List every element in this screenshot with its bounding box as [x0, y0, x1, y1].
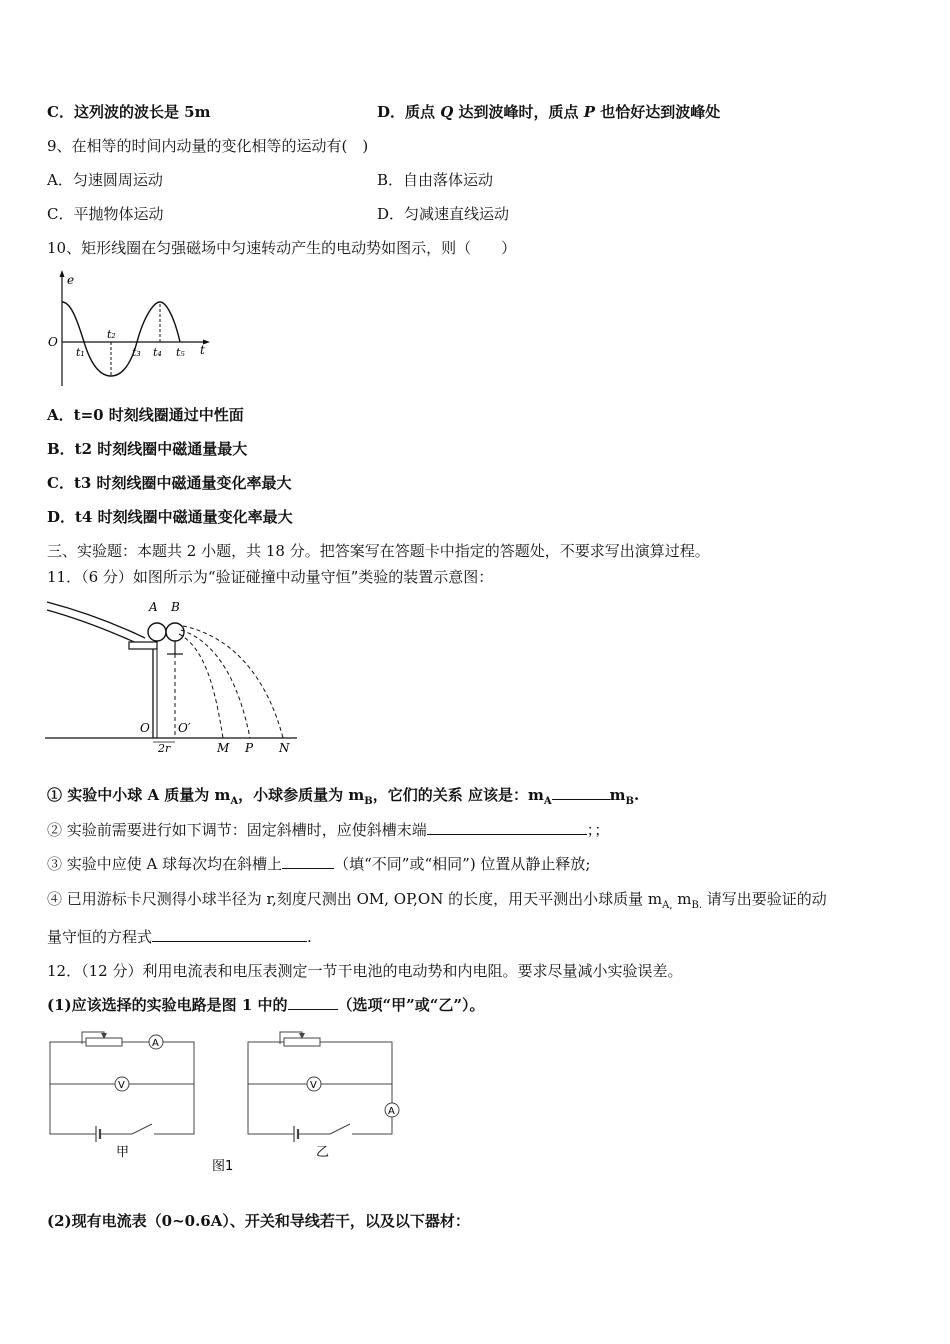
ramp-bottom — [47, 610, 143, 646]
label-o: O — [48, 335, 58, 349]
q9-option-b: B．自由落体运动 — [377, 171, 494, 189]
emf-sine-graph — [40, 268, 220, 390]
q8-option-c: C．这列波的波长是 5m — [47, 103, 211, 121]
q10-option-a: A．t=0 时刻线圈通过中性面 — [47, 406, 244, 424]
fig-label-o: O — [140, 721, 150, 735]
q9-option-a: A．匀速圆周运动 — [47, 171, 163, 189]
fig-label-n: N — [279, 741, 290, 755]
svg-text:V: V — [118, 1080, 125, 1091]
q12-stem: 12．（12 分）利用电流表和电压表测定一节干电池的电动势和内电阻。要求尽量减小实验误差。 — [47, 962, 683, 980]
q10-option-b: B．t2 时刻线圈中磁通量最大 — [47, 440, 248, 458]
answer-blank-ramp-end[interactable] — [427, 820, 587, 835]
q10-stem: 10、矩形线圈在匀强磁场中匀速转动产生的电动势如图示，则（ ） — [47, 239, 517, 257]
q11-sub-4: ④ 已用游标卡尺测得小球半径为 r,刻度尺测出 OM, OP,ON 的长度，用天平测出小球质量 $m_{A,}$ $m_{B.}$ 请写出要验证的动 — [47, 890, 827, 911]
circuit-figure-1 — [40, 1026, 420, 1176]
ball-b — [166, 623, 184, 641]
q8-option-d: D．质点 Q 达到波峰时，质点 P 也恰好达到波峰处 — [377, 103, 721, 121]
label-e: e — [67, 273, 75, 287]
answer-blank-mass-relation[interactable] — [552, 785, 610, 800]
collision-apparatus-figure — [45, 598, 305, 758]
figure-caption: 图1 — [212, 1159, 234, 1174]
circuit-yi — [248, 1032, 399, 1160]
label-t3: t₃ — [132, 346, 141, 359]
fig-label-m: M — [217, 741, 230, 755]
fig-label-o-prime: O′ — [178, 721, 191, 735]
answer-blank-circuit-choice[interactable] — [288, 995, 338, 1010]
rheostat-jia — [86, 1038, 122, 1046]
q10-option-d: D．t4 时刻线圈中磁通量变化率最大 — [47, 508, 293, 526]
q11-sub-3: ③ 实验中应使 A 球每次均在斜槽上 （填“不同”或“相同”) 位置从静止释放; — [47, 855, 591, 873]
q9-stem: 9、在相等的时间内动量的变化相等的运动有( ) — [47, 137, 369, 155]
q12-sub-2: (2)现有电流表（0~0.6A）、开关和导线若干，以及以下器材： — [47, 1212, 470, 1230]
svg-text:A: A — [388, 1106, 395, 1117]
trajectory-n — [183, 626, 283, 738]
ramp-end — [129, 642, 157, 649]
label-t: t — [200, 343, 205, 357]
label-t5: t₅ — [176, 346, 185, 359]
svg-text:甲: 甲 — [116, 1145, 130, 1160]
svg-text:乙: 乙 — [316, 1145, 330, 1160]
ball-a — [148, 623, 166, 641]
ramp-top — [47, 602, 145, 638]
rheostat-yi — [284, 1038, 320, 1046]
q11-stem: 11．（6 分）如图所示为“验证碰撞中动量守恒”类验的装置示意图： — [47, 568, 494, 586]
svg-text:A: A — [152, 1038, 159, 1049]
q10-option-c: C．t3 时刻线圈中磁通量变化率最大 — [47, 474, 292, 492]
q9-option-c: C．平抛物体运动 — [47, 205, 164, 223]
q12-sub-1: (1)应该选择的实验电路是图 1 中的 （选项“甲”或“乙”）。 — [47, 996, 485, 1014]
label-t2: t₂ — [107, 328, 116, 341]
emf-curve — [62, 302, 180, 376]
fig-label-2r: 2r — [158, 742, 171, 755]
label-t1: t₁ — [76, 346, 85, 359]
circuit-jia — [50, 1032, 194, 1160]
answer-blank-release-position[interactable] — [282, 854, 334, 869]
trajectory-p — [181, 630, 250, 738]
fig-label-p: P — [245, 741, 254, 755]
q11-sub-4-line2: 量守恒的方程式 . — [47, 928, 312, 946]
label-t4: t₄ — [153, 346, 162, 359]
answer-blank-momentum-equation[interactable] — [152, 927, 307, 942]
q9-option-d: D．匀减速直线运动 — [377, 205, 510, 223]
fig-label-b: B — [171, 600, 180, 614]
fig-label-a: A — [149, 600, 158, 614]
svg-text:V: V — [310, 1080, 317, 1091]
q11-sub-1: ① 实验中小球 A 质量为 $m_A$，小球参质量为 $m_B$，它们的关系 应该是：$m_A$ $m_B$. — [47, 786, 640, 807]
q11-sub-2: ② 实验前需要进行如下调节：固定斜槽时，应使斜槽末端 ；； — [47, 821, 610, 839]
section-3-heading: 三、实验题：本题共 2 小题，共 18 分。把答案写在答题卡中指定的答题处，不要求写出演算过程。 — [47, 542, 710, 560]
